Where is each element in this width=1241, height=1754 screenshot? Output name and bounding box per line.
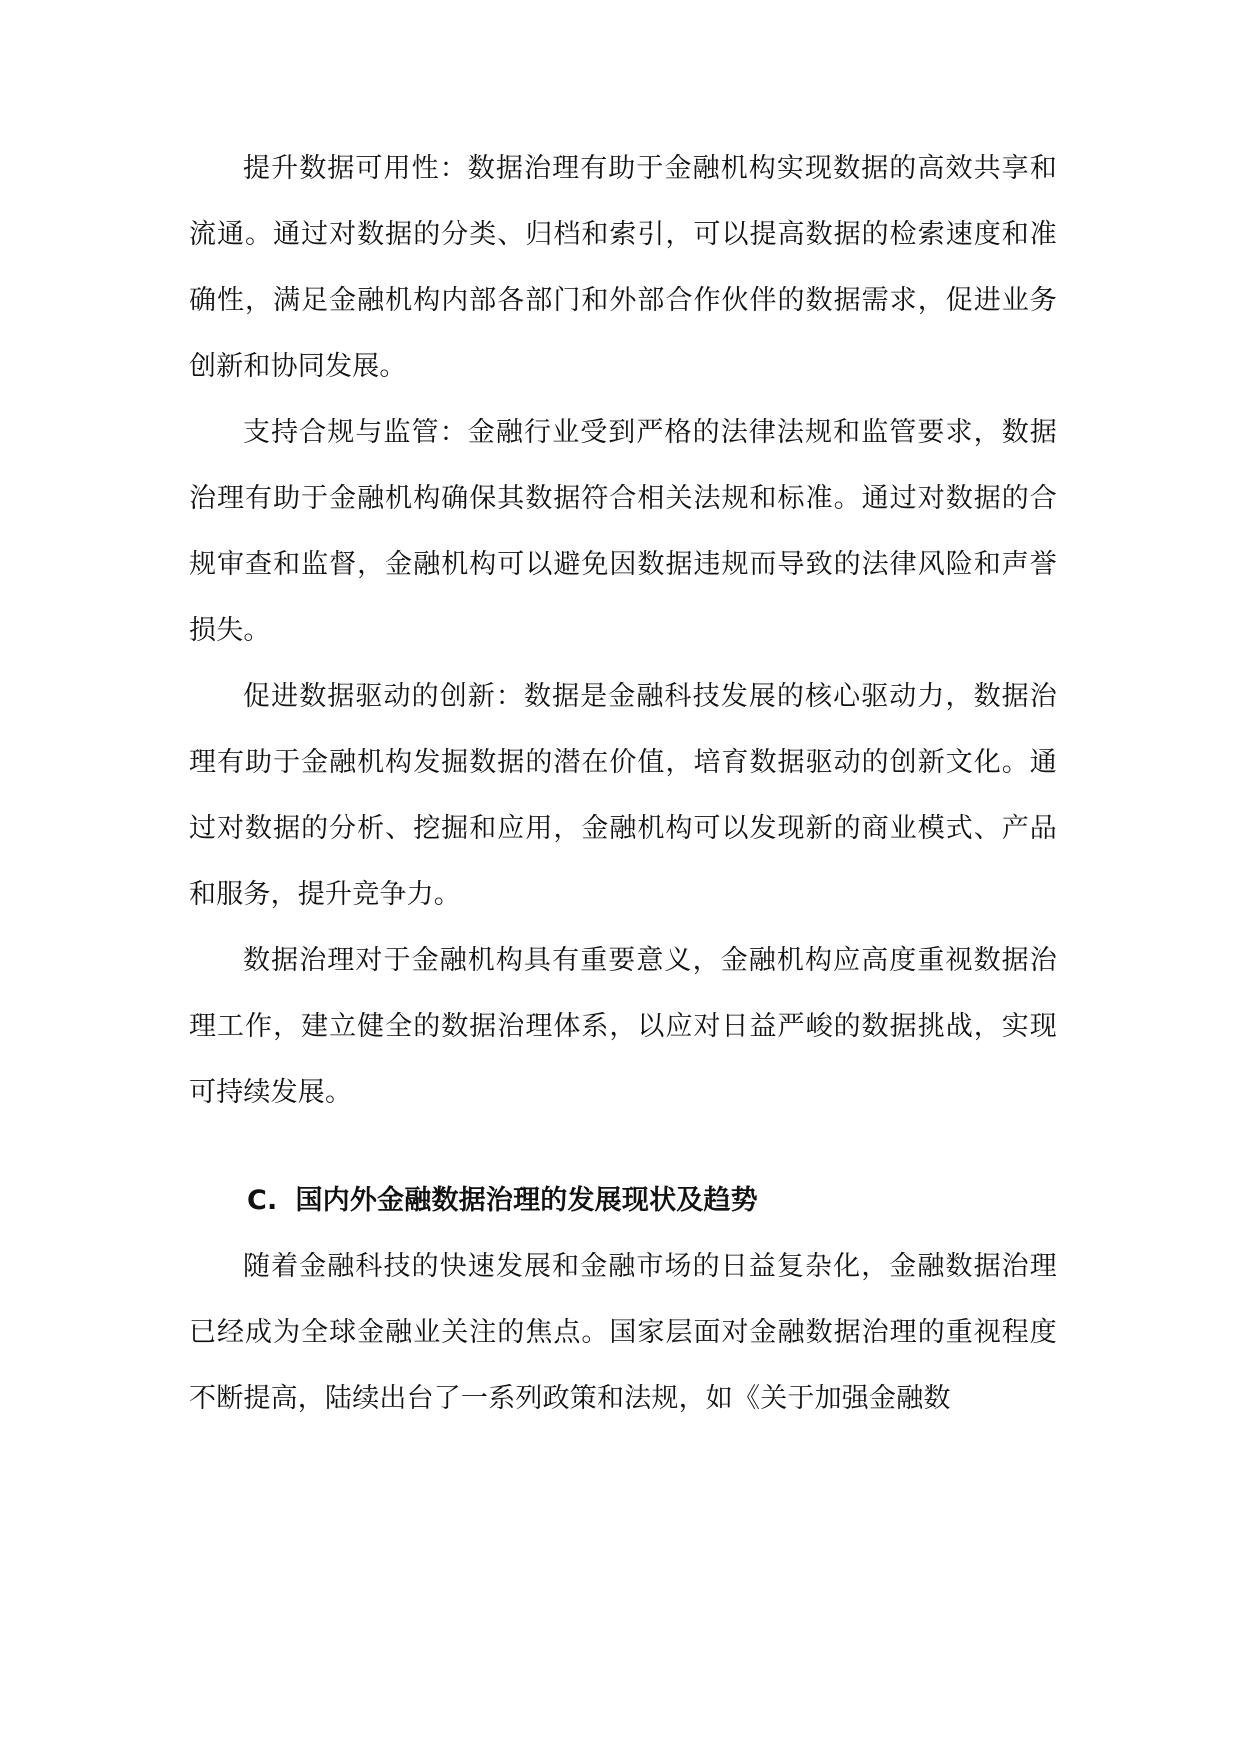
section-heading-title: 国内外金融数据治理的发展现状及趋势 [295,1185,758,1216]
paragraph-compliance: 支持合规与监管：金融行业受到严格的法律法规和监管要求，数据治理有助于金融机构确保其数据符合相关法规和标准。通过对数据的合规审查和监督，金融机构可以避免因数据违规而导致的法律风险和声誉损失。 [189,417,1057,646]
section-heading-label: C. [247,1185,278,1216]
paragraph-innovation: 促进数据驱动的创新：数据是金融科技发展的核心驱动力，数据治理有助于金融机构发掘数据的潜在价值，培育数据驱动的创新文化。通过对数据的分析、挖掘和应用，金融机构可以发现新的商业模式、产品和服务，提升竞争力。 [189,681,1057,910]
paragraph-summary: 数据治理对于金融机构具有重要意义，金融机构应高度重视数据治理工作，建立健全的数据治理体系，以应对日益严峻的数据挑战，实现可持续发展。 [189,945,1057,1108]
paragraph-data-availability: 提升数据可用性：数据治理有助于金融机构实现数据的高效共享和流通。通过对数据的分类、归档和索引，可以提高数据的检索速度和准确性，满足金融机构内部各部门和外部合作伙伴的数据需求，促进业务创新和协同发展。 [189,153,1057,382]
document-page [189,136,1057,1432]
section-heading [189,1168,1057,1234]
paragraph-development-status: 随着金融科技的快速发展和金融市场的日益复杂化，金融数据治理已经成为全球金融业关注的焦点。国家层面对金融数据治理的重视程度不断提高，陆续出台了一系列政策和法规，如《关于加强金融数 [189,1251,1057,1414]
